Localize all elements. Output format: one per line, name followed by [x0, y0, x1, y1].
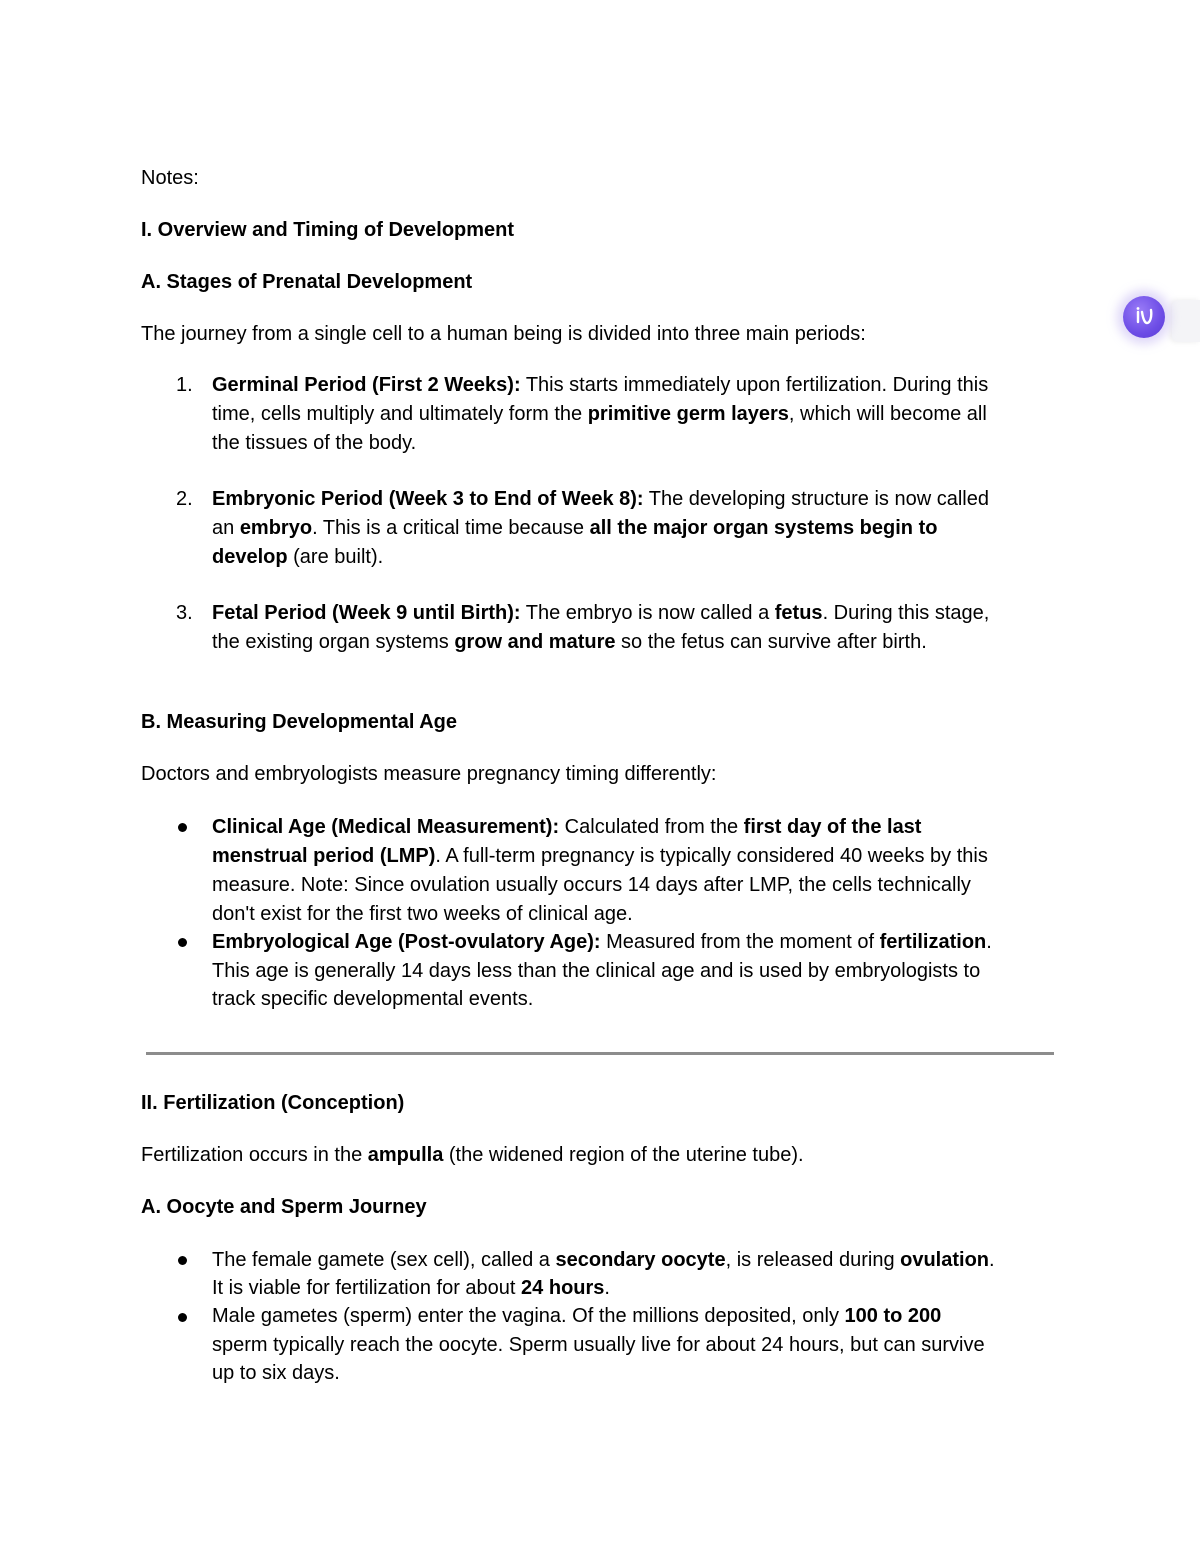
bold-text: all the major organ systems begin to: [589, 517, 938, 539]
assistant-icon: [1130, 303, 1158, 331]
text-run: The embryo is now called a: [520, 602, 775, 624]
bold-text: primitive germ layers: [587, 403, 789, 425]
list-item-line: [212, 1246, 995, 1274]
bold-text: secondary oocyte: [555, 1249, 726, 1271]
list-item-line: [212, 871, 971, 899]
list-item-line: [212, 928, 992, 956]
assistant-button[interactable]: [1123, 296, 1165, 338]
list-item-line: [212, 813, 921, 841]
text-run: an: [212, 517, 240, 539]
list-item-line: [212, 1331, 985, 1359]
section-2-title: II. Fertilization (Conception): [141, 1092, 405, 1114]
section-1b-title: B. Measuring Developmental Age: [141, 711, 457, 733]
section-1-title: I. Overview and Timing of Development: [141, 219, 515, 241]
horizontal-divider: [146, 1052, 1054, 1055]
text-run: , is released during: [725, 1249, 901, 1271]
list-item-line: [212, 985, 533, 1013]
section-2a-title: A. Oocyte and Sperm Journey: [141, 1196, 427, 1218]
list-number: 2.: [176, 488, 193, 510]
text-run: don't exist for the first two weeks of clinical age.: [212, 903, 633, 925]
text-run: .: [989, 1249, 995, 1271]
text-run: .: [604, 1277, 610, 1299]
text-run: . This is a critical time because: [312, 517, 590, 539]
notes-label: Notes:: [141, 167, 199, 189]
text-run: up to six days.: [212, 1362, 340, 1384]
text-run: . A full-term pregnancy is typically considered 40 weeks by this: [435, 845, 988, 867]
list-item-line: [212, 514, 937, 542]
bold-text: 100 to 200: [844, 1305, 942, 1327]
list-item-line: [212, 1302, 941, 1330]
text-run: Fertilization occurs in the: [141, 1144, 368, 1166]
text-run: track specific developmental events.: [212, 988, 534, 1010]
bold-text: Germinal Period (First 2 Weeks):: [212, 374, 521, 396]
bold-text: grow and mature: [454, 631, 616, 653]
bold-text: Embryonic Period (Week 3 to End of Week 8):: [212, 488, 644, 510]
section-1b-intro: Doctors and embryologists measure pregnancy timing differently:: [141, 763, 717, 785]
bold-text: Embryological Age (Post-ovulatory Age):: [212, 931, 601, 953]
list-item-line: [212, 1274, 610, 1302]
list-item-line: [212, 900, 633, 928]
list-item-line: [212, 543, 383, 571]
text-run: Calculated from the: [559, 816, 744, 838]
text-run: .: [986, 931, 992, 953]
list-item-line: [212, 429, 416, 457]
text-run: The developing structure is now called: [643, 488, 989, 510]
list-item-line: [212, 957, 980, 985]
bullet-dot: [178, 1256, 187, 1265]
text-run: so the fetus can survive after birth.: [615, 631, 927, 653]
text-run: It is viable for fertilization for about: [212, 1277, 522, 1299]
text-run: The female gamete (sex cell), called a: [212, 1249, 556, 1271]
section-2-intro: [141, 1141, 804, 1169]
text-run: Male gametes (sperm) enter the vagina. Of the millions deposited, only: [212, 1305, 845, 1327]
text-run: , which will become all: [788, 403, 987, 425]
text-run: This starts immediately upon fertilization. During this: [520, 374, 989, 396]
bullet-dot: [178, 1313, 187, 1322]
bold-text: fertilization: [879, 931, 987, 953]
list-item-line: [212, 842, 988, 870]
bold-text: develop: [212, 546, 288, 568]
section-1a-title: A. Stages of Prenatal Development: [141, 271, 473, 293]
list-item-line: [212, 371, 988, 399]
section-1a-intro: The journey from a single cell to a human being is divided into three main periods:: [141, 323, 866, 345]
list-number: 1.: [176, 374, 193, 396]
bold-text: 24 hours: [521, 1277, 605, 1299]
text-run: Measured from the moment of: [600, 931, 880, 953]
bold-text: embryo: [239, 517, 313, 539]
text-run: This age is generally 14 days less than the clinical age and is used by embryologists to: [212, 960, 981, 982]
list-item-line: [212, 485, 989, 513]
text-run: the tissues of the body.: [212, 432, 417, 454]
text-run: time, cells multiply and ultimately form the: [212, 403, 588, 425]
text-run: sperm typically reach the oocyte. Sperm usually live for about 24 hours, but can survive: [212, 1334, 985, 1356]
bold-text: ovulation: [900, 1249, 990, 1271]
text-run: . During this stage,: [822, 602, 990, 624]
text-run: (are built).: [287, 546, 384, 568]
list-number: 3.: [176, 602, 193, 624]
assistant-side-tab[interactable]: [1172, 300, 1200, 342]
bold-text: Clinical Age (Medical Measurement):: [212, 816, 560, 838]
bullet-dot: [178, 823, 187, 832]
text-run: (the widened region of the uterine tube).: [443, 1144, 804, 1166]
list-item-line: [212, 400, 987, 428]
bold-text: menstrual period (LMP): [212, 845, 436, 867]
bold-text: ampulla: [367, 1144, 444, 1166]
text-run: measure. Note: Since ovulation usually occurs 14 days after LMP, the cells technically: [212, 874, 971, 896]
bold-text: first day of the last: [743, 816, 922, 838]
list-item-line: [212, 628, 927, 656]
list-item-line: [212, 1359, 340, 1387]
bold-text: fetus: [774, 602, 823, 624]
list-item-line: [212, 599, 989, 627]
bullet-dot: [178, 938, 187, 947]
bold-text: Fetal Period (Week 9 until Birth):: [212, 602, 521, 624]
text-run: the existing organ systems: [212, 631, 455, 653]
